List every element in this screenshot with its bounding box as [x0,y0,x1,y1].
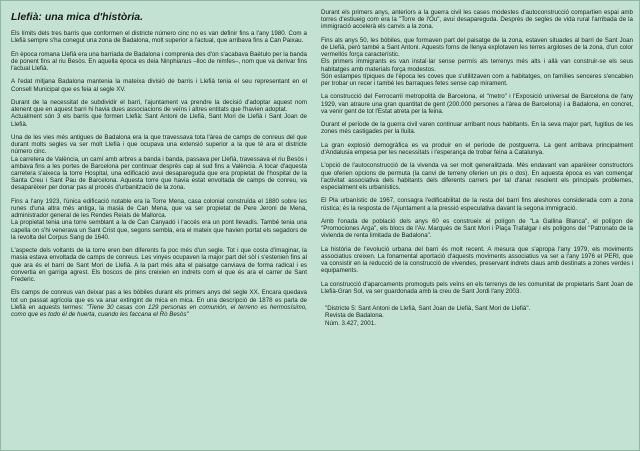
paragraph: Fins als anys 50, les bòbiles, que formaven part del paisatge de la zona, estaven situades al barri de Sant Joan de Llefià, però també a Sant Antoni. Aquests forns de llenya explotaven les terres argiloses de la zona, d'un color vermellós força característic. [321,36,633,59]
paragraph: En època romana Llefià era una barriada de Badalona i comprenia des d'on s'acabava Baètulo per la banda de ponent fins al riu Besòs. En aquella època es deia Ninphianus –lloc de nimfes–, nom que va derivar fins l'actual Llefià. [11,50,307,72]
paragraph: Amb l'onada de població dels anys 60 es construeix el polígon de "La Gallina Blanca", el polígon de "Promociones Arga", els blocs de l'Av. Marquès de Sant Mori i Plaça Trafalgar i els polígons del "Patronato de la vivienda de renta limitada de Badalona". [321,217,633,240]
paragraph: L'opció de l'autoconstrucció de la vivenda va ser molt generalitzada. Més endavant van aparèixer constructors que oferien opcions de permuta (la canvi de terreny oferien un pis o dos). En aquesta època es van començar l'activitat associativa dels habitants dels diferents carrers per tal d'anar resolent els principals problemes, especialment els urbanístics. [321,162,633,191]
paragraph [11,289,307,318]
paragraph: Actualment són 3 els barris que formen Llefià: Sant Antoni de Llefià, Sant Mori de Llefià i Sant Joan de Llefià. [11,113,307,128]
citation-line: Revista de Badalona. [325,312,384,320]
paragraph: Fins a l'any 1923, l'única edificació notable era la Torre Mena, casa colonial construïda el 1880 sobre les runes d'una altra més antiga, la masia de Can Mena, que va ser propietat de Pere Jeroni de Mena, administrador general de les Rendes Reials de Mallorca. [11,197,307,220]
paragraph: La història de l'evolució urbana del barri és molt recent. A mesura que s'apropa l'any 1979, els moviments associatius creixen. La fonamental aportació d'aquests moviments associatius va ser a l'any 1976 el PERI, que va consistir en la reducció de la construcció de vivendes, preservant indrets claus amb destinats a zones verdes i equipaments. [321,245,633,275]
paragraph: La construcció d'aparcaments promoguts pels veïns en els terrenys de les comunitat de propietaris Sant Joan de Llefià-Gran Sol, va ser guardonada amb la creu de Sant Jordi l'any 2003. [321,280,633,295]
paragraph: Durant els primers anys, anteriors a la guerra civil les cases modestes d'autoconstrucció compartien espai amb torres d'estiueig com era la "Torre de l'Ou", avui desapareguda. Desprès de segles de vida rural l'arribada de la immigració accelerà els canvis a la zona. [321,9,633,31]
paragraph: El Pla urbanístic de 1967, consagra l'edificabilitat de la resta del barri fins aleshores considerada com a zona rústica; és la resposta de l'Ajuntament a la pressió especulativa davant la segona immigració. [321,197,633,212]
paragraph: L'aspecte dels voltants de la torre eren ben diferents fa poc més d'un segle. Tot i que costa d'imaginar, la masia estava envoltada de camps de conreus. Les vinyes ocupaven la major part del sòl i s'estenien fins al que ara és el barri de Sant Mori de Llefià. A la part més alta el paisatge canviava de forma radical i es convertia en garriga agrest. Els boscos de pins creixien en indrets com el que és ara el carrer de Sant Frederic. [11,247,307,284]
paragraph: La construcció del Ferrocarril metropolità de Barcelona, el "metro" i l'Exposició universal de Barcelona de l'any 1929, van atraure una gran quantitat de gent (200.000 persones a l'àrea de Barcelona) i a Badalona, en concret, va venir gent de tot l'Estat atreta per la feina. [321,93,633,115]
paragraph: A l'edat mitjana Badalona mantenia la mateixa divisió de barris i Llefià tenia el seu representant en el Consell Municipal que es feia al segle XV. [11,78,307,93]
right-column [321,9,633,442]
paragraph: Durant el període de la guerra civil varen continuar arribant nous habitants. En la seva major part, fugitius de les zones més castigades per la lluita. [321,121,633,136]
paragraph: Els límits dels tres barris que conformen el districte número cinc no es van definir fins a l'any 1980. Com a Llefià sempre s'ha conegut una zona de Badalona, molt superior a l'actual, que arribava fins a Can Paixau. [11,30,307,45]
document-title: Llefià: una mica d'història. [11,11,144,23]
paragraph: La gran explosió demogràfica es va produir en el període de postguerra. La gent arribava principalment d'Andalusia empesa per les necessitats i l'esperança de trobar feina a Catalunya. [321,141,633,156]
citation-line: Núm. 3.427, 2001. [325,319,376,327]
paragraph: Els primers immigrants es van instal·lar sense permís als terrenys més alts i allà van construir-se els seus habitatges amb materials força modestos. [321,58,633,73]
paragraph-text: Els camps de conreus van deixar pas a les bòbiles durant els primers anys del segle XX. Encara quedava tot un passat agrícola que es va anar extingint de mica en mica. En una descripció de 1878 es parla de Llefià en aquests termes: [11,289,307,311]
paragraph: La carretera de València, un camí amb arbres a banda i banda, passava per Llefià, travessava el riu Besòs i ambava fins a les portes de Barcelona per continuar desprès cap al sud fins a València. A tocar d'aquesta carretera s'aixeca la torre Hospital, una edificació avui desapareguda que era propietat de l'hospital de la Santa Creu i Sant Pau de Barcelona. Aquesta torre que havia estat envoltada de camps de conreu, va desaparèixer per donar pas al procés d'urbanització de la zona. [11,155,307,192]
paragraph: Són estampes típiques de l'època les coves que s'utilitzaven com a habitatges, on famílies senceres s'encabien per trobar un recer i també les barraques fetes sense cap mirament. [321,72,633,88]
paragraph: La propietat tenia una torre semblant a la de Can Canyadó i l'accés era un pont llevadís. També tenia una capella on s'hi venerava un Sant Crist que, segons sembla, era el mateix que havien portat els segadors de la revolta del Corpus Sang de 1640. [11,219,307,241]
source-citation [325,305,633,327]
paragraph: Durant de la necessitat de subdividir el barri, l'ajuntament va prendre la decisió d'adoptar aquest nom atenent que en aquest barri hi havia dues associacions de veïns i altres entitats que l'havien adoptat. [11,98,307,114]
paragraph: Una de les vies més antigues de Badalona era la que travessava tota l'àrea de camps de conreus del que durant molts segles va ser molt Llefià i que ocupava una extensió superior a la que té ara el districte número cinc. [11,133,307,156]
left-column [11,9,307,442]
citation-line: "Districte 5: Sant Antoni de Llefià, Sant Joan de Llefià, Sant Mori de Llefià". [325,305,531,313]
historical-quote: "Tiene 30 casas con 129 personas en comunión, el terreno es hermosísimo, como que es todo él de huerta, cuando les faccana el Rò Besòs" [11,303,307,319]
